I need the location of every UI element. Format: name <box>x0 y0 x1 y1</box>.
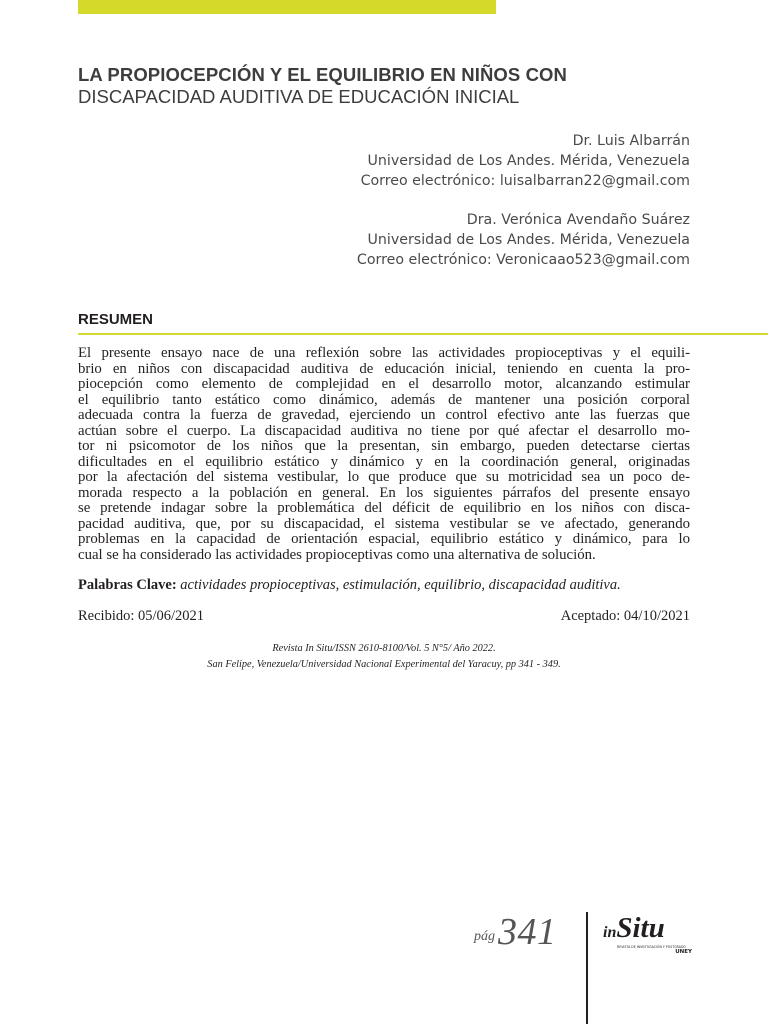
accepted-date: Aceptado: 04/10/2021 <box>560 608 690 624</box>
page-label: pág <box>474 929 495 944</box>
abstract-line: pacidad auditiva, que, por su discapacidad, el sistema vestibular se ve afectado, generando <box>78 515 690 532</box>
keywords-label: Palabras Clave: <box>78 577 177 593</box>
abstract-line: piocepción como elemento de complejidad en el desarrollo motor, alcanzando estimular <box>78 376 690 392</box>
author-name: Dr. Luis Albarrán <box>572 133 690 149</box>
top-accent-bar <box>78 0 496 14</box>
author-block-2 <box>357 210 690 270</box>
author-affiliation: Universidad de Los Andes. Mérida, Venezuela <box>367 232 690 248</box>
author-block-1 <box>361 131 690 191</box>
title-line-2: DISCAPACIDAD AUDITIVA DE EDUCACIÓN INICIAL <box>78 86 520 107</box>
title-line-1: LA PROPIOCEPCIÓN Y EL EQUILIBRIO EN NIÑOS CON <box>78 64 567 85</box>
abstract-line: se pretende indagar sobre la problemática del déficit de equilibrio en los niños con disca- <box>78 500 690 516</box>
abstract-text <box>78 346 690 563</box>
abstract-line: el equilibrio tanto estático como dinámico, además de mantener una posición corporal <box>78 391 690 408</box>
author-name: Dra. Verónica Avendaño Suárez <box>466 212 690 228</box>
insitu-logo <box>603 912 695 956</box>
logo-in: in <box>603 924 617 941</box>
keywords <box>78 577 698 594</box>
abstract-line: actúan sobre el cuerpo. La discapacidad auditiva no tiene por qué afectar el desarrollo mo- <box>78 422 690 439</box>
abstract-line: dificultades en el equilibrio estático y dinámico y en la coordinación general, originadas <box>78 453 690 470</box>
logo-wordmark <box>603 912 665 945</box>
resumen-divider <box>78 333 768 335</box>
abstract-line: problemas en la capacidad de orientación espacial, equilibrio estático y dinámico, para lo <box>78 531 690 547</box>
citation <box>78 641 690 673</box>
citation-line-1: Revista In Situ/ISSN 2610-8100/Vol. 5 N°5/ Año 2022. <box>272 643 496 654</box>
abstract-line: brio en niños con discapacidad auditiva de educación inicial, teniendo en cuenta la pro- <box>78 360 690 377</box>
abstract-line: adecuada contra la fuerza de gravedad, ejerciendo un control efectivo ante las fuerzas que <box>78 407 690 423</box>
article-title <box>78 64 698 108</box>
abstract-line: tor ni psicomotor de los niños que la presentan, sin embargo, pueden detectarse ciertas <box>78 438 690 454</box>
keywords-text: actividades propioceptivas, estimulación, equilibrio, discapacidad auditiva. <box>176 577 621 593</box>
logo-situ: Situ <box>616 912 665 944</box>
received-date: Recibido: 05/06/2021 <box>78 608 205 624</box>
logo-tagline: REVISTA DE INVESTIGACIÓN Y POSTGRADO <box>617 945 686 949</box>
citation-line-2: San Felipe, Venezuela/Universidad Nacional Experimental del Yaracuy, pp 341 - 349. <box>207 659 561 670</box>
abstract-line: cual se ha considerado las actividades propioceptivas como una alternativa de solución. <box>78 546 596 563</box>
logo-institution: UNEY <box>675 949 692 955</box>
abstract-line: morada respecto a la población en general. En los siguientes párrafos del presente ensayo <box>78 484 690 501</box>
footer-divider <box>586 912 588 1024</box>
abstract-line: El presente ensayo nace de una reflexión sobre las actividades propioceptivas y el equili- <box>78 345 690 361</box>
author-email: Correo electrónico: luisalbarran22@gmail.com <box>360 173 690 189</box>
abstract-line: por la afectación del sistema vestibular, lo que produce que su motricidad sea un poco de- <box>78 469 690 485</box>
author-affiliation: Universidad de Los Andes. Mérida, Venezuela <box>367 153 690 169</box>
resumen-heading: RESUMEN <box>78 311 154 328</box>
author-email: Correo electrónico: Veronicaao523@gmail.com <box>356 252 690 268</box>
page-number: 341 <box>498 911 557 953</box>
